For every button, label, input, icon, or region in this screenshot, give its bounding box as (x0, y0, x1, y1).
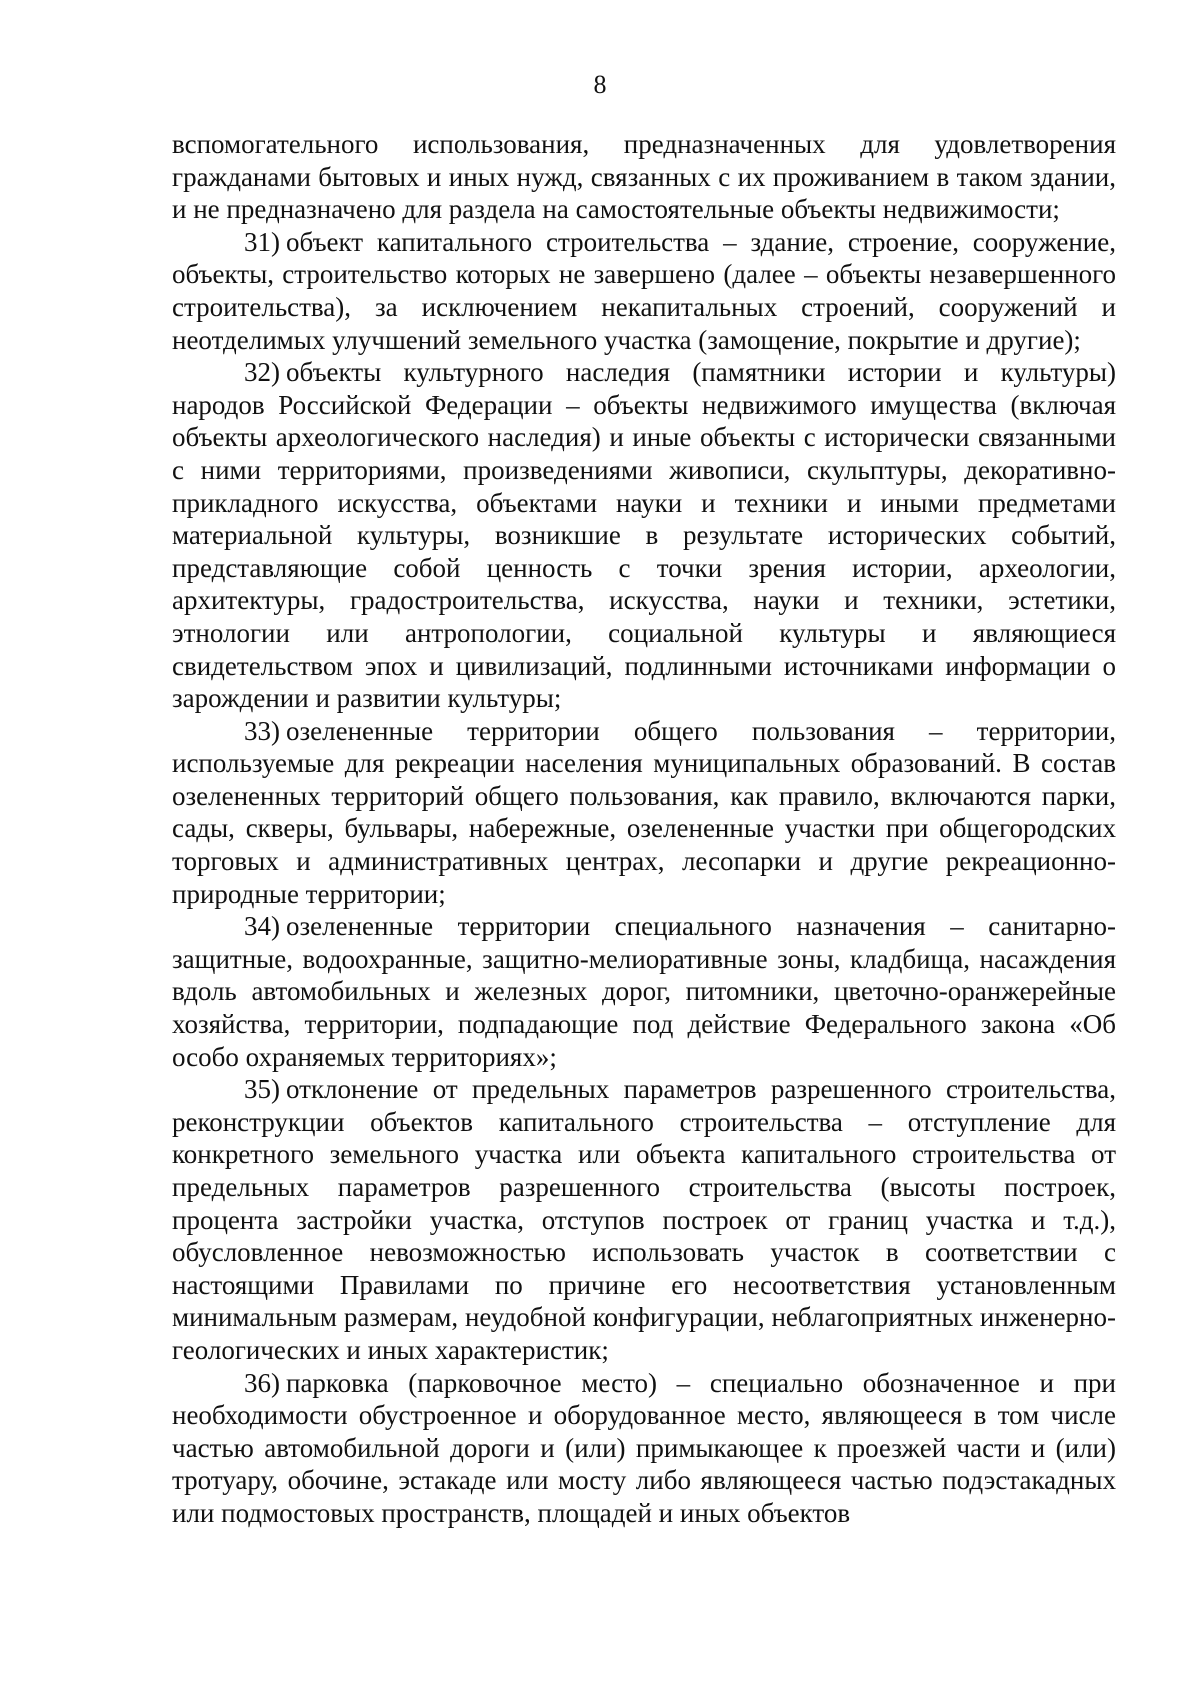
paragraph-text: отклонение от предельных параметров разрешенного строительства, реконструкции объектов капитального строительства – отступление для конкретного земельного участка или объекта капитального строительства от предельных параметров разрешенного строительства (высоты построек, процента застройки участка, отступов построек от границ участка и т.д.), обусловленное невозможностью использовать участок в соответствии с настоящими Правилами по причине его несоответствия установленным минимальным размерам, неудобной конфигурации, неблагоприятных инженерно-геологических и иных характеристик; (172, 1074, 1116, 1365)
paragraph-item-31 (172, 226, 1116, 356)
paragraph-text: вспомогательного использования, предназначенных для удовлетворения гражданами бытовых и иных нужд, связанных с их проживанием в таком здании, и не предназначено для раздела на самостоятельные объекты недвижимости; (172, 129, 1116, 225)
paragraph-continuation (172, 128, 1116, 226)
paragraph-text: озелененные территории общего пользования – территории, используемые для рекреации населения муниципальных образований. В состав озелененных территорий общего пользования, как правило, включаются парки, сады, скверы, бульвары, набережные, озелененные участки при общегородских торговых и административных центрах, лесопарки и другие рекреационно-природные территории; (172, 715, 1116, 909)
paragraph-item-32 (172, 356, 1116, 715)
item-number: 36) (244, 1367, 280, 1398)
paragraph-item-36 (172, 1367, 1116, 1530)
paragraph-item-34 (172, 910, 1116, 1073)
paragraph-text: парковка (парковочное место) – специально обозначенное и при необходимости обустроенное и оборудованное место, являющееся в том числе частью автомобильной дороги и (или) примыкающее к проезжей части и (или) тротуару, обочине, эстакаде или мосту либо являющееся частью подэстакадных или подмостовых пространств, площадей и иных объектов (172, 1367, 1116, 1528)
paragraph-item-33 (172, 715, 1116, 911)
item-number: 33) (244, 715, 280, 746)
item-number: 35) (244, 1074, 280, 1105)
paragraph-text: озелененные территории специального назначения – санитарно-защитные, водоохранные, защитно-мелиоративные зоны, кладбища, насаждения вдоль автомобильных и железных дорог, питомники, цветочно-оранжерейные хозяйства, территории, подпадающие под действие Федерального закона «Об особо охраняемых территориях»; (172, 911, 1116, 1072)
item-number: 31) (244, 226, 280, 257)
paragraph-item-35 (172, 1073, 1116, 1366)
paragraph-text: объект капитального строительства – здание, строение, сооружение, объекты, строительство которых не завершено (далее – объекты незавершенного строительства), за исключением некапитальных строений, сооружений и неотделимых улучшений земельного участка (замощение, покрытие и другие); (172, 226, 1116, 355)
page-number: 8 (593, 70, 607, 99)
document-body (172, 128, 1116, 1530)
paragraph-text: объекты культурного наследия (памятники истории и культуры) народов Российской Федерации – объекты недвижимого имущества (включая объекты археологического наследия) и иные объекты с исторически связанными с ними территориями, произведениями живописи, скульптуры, декоративно-прикладного искусства, объектами науки и техники и иными предметами материальной культуры, возникшие в результате исторических событий, представляющие собой ценность с точки зрения истории, археологии, архитектуры, градостроительства, искусства, науки и техники, эстетики, этнологии или антропологии, социальной культуры и являющиеся свидетельством эпох и цивилизаций, подлинными источниками информации о зарождении и развитии культуры; (172, 357, 1116, 714)
item-number: 34) (244, 911, 280, 942)
item-number: 32) (244, 357, 280, 388)
